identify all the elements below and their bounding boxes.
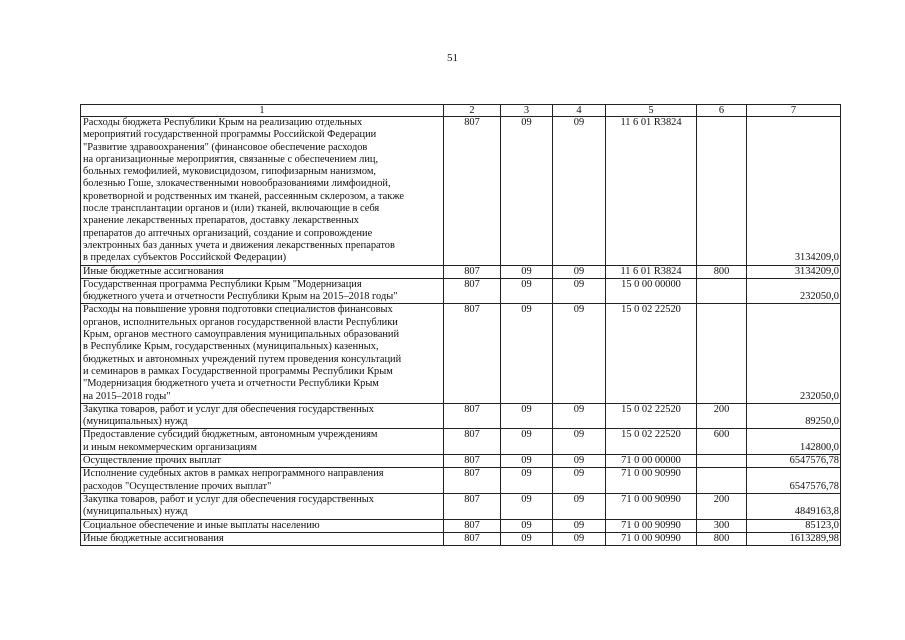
expense-type-code [697,304,747,403]
target-article-code: 11 6 01 R3824 [606,117,697,266]
header-cell-4: 4 [553,105,606,117]
row-description [81,265,444,278]
description-line: бюджетных и автономных учреждений путем проведения консультаций [83,353,402,365]
amount: 89250,0 [747,403,841,429]
section-code: 09 [501,429,553,455]
row-description [81,532,444,545]
ministry-code: 807 [444,304,501,403]
section-code: 09 [501,455,553,468]
section-code: 09 [501,519,553,532]
description-line: Закупка товаров, работ и услуг для обеспечения государственных [83,493,374,505]
target-article-code: 15 0 02 22520 [606,304,697,403]
subsection-code: 09 [553,304,606,403]
subsection-code: 09 [553,403,606,429]
ministry-code: 807 [444,455,501,468]
amount: 85123,0 [747,519,841,532]
description-line: и семинаров в рамках Государственной программы Республики Крым [83,365,393,377]
table-row [81,403,841,429]
target-article-code: 11 6 01 R3824 [606,265,697,278]
target-article-code: 71 0 00 90990 [606,468,697,494]
ministry-code: 807 [444,278,501,304]
table-row [81,455,841,468]
description-line: в Республике Крым, государственных (муниципальных) казенных, [83,341,379,353]
ministry-code: 807 [444,532,501,545]
expense-type-code: 300 [697,519,747,532]
description-line: Государственная программа Республики Крым "Модернизация [83,278,362,290]
header-cell-6: 6 [697,105,747,117]
amount: 1613289,98 [747,532,841,545]
row-description [81,304,444,403]
row-description [81,117,444,266]
description-line: кроветворной и родственных им тканей, рассеянным склерозом, а также [83,190,404,202]
table-row [81,117,841,266]
description-line: расходов "Осуществление прочих выплат" [83,480,272,492]
ministry-code: 807 [444,429,501,455]
table-row [81,519,841,532]
section-code: 09 [501,468,553,494]
description-line: Осуществление прочих выплат [83,455,221,467]
subsection-code: 09 [553,429,606,455]
description-line: больных гемофилией, муковисцидозом, гипофизарным нанизмом, [83,166,376,178]
description-line: бюджетного учета и отчетности Республики Крым на 2015–2018 годы" [83,291,398,303]
target-article-code: 15 0 02 22520 [606,403,697,429]
row-description [81,519,444,532]
header-row [81,105,841,117]
description-line: (муниципальных) нужд [83,506,188,518]
description-line: на организационные мероприятия, связанные с обеспечением лиц, [83,153,379,165]
description-line: Предоставление субсидий бюджетным, автономным учреждениям [83,429,378,441]
expense-type-code: 800 [697,532,747,545]
header-cell-2: 2 [444,105,501,117]
expense-type-code: 200 [697,403,747,429]
description-line: болезнью Гоше, злокачественными новообразованиями лимфоидной, [83,178,391,190]
header-cell-1: 1 [81,105,444,117]
subsection-code: 09 [553,117,606,266]
ministry-code: 807 [444,265,501,278]
section-code: 09 [501,265,553,278]
amount: 3134209,0 [747,265,841,278]
header-cell-3: 3 [501,105,553,117]
ministry-code: 807 [444,519,501,532]
description-line: Крым, органов местного самоуправления муниципальных образований [83,329,400,341]
description-line: "Развитие здравоохранения" (финансовое обеспечение расходов [83,141,368,153]
table-row [81,468,841,494]
ministry-code: 807 [444,117,501,266]
description-line: (муниципальных) нужд [83,416,188,428]
page-number: 51 [447,52,458,64]
subsection-code: 09 [553,278,606,304]
row-description [81,493,444,519]
expense-type-code: 200 [697,493,747,519]
expense-type-code: 600 [697,429,747,455]
amount: 142800,0 [747,429,841,455]
table-row [81,278,841,304]
subsection-code: 09 [553,493,606,519]
expense-type-code [697,468,747,494]
subsection-code: 09 [553,455,606,468]
subsection-code: 09 [553,265,606,278]
section-code: 09 [501,403,553,429]
description-line: "Модернизация бюджетного учета и отчетности Республики Крым [83,378,379,390]
target-article-code: 15 0 02 22520 [606,429,697,455]
ministry-code: 807 [444,493,501,519]
description-line: Расходы бюджета Республики Крым на реализацию отдельных [83,117,363,128]
row-description [81,403,444,429]
table-row [81,532,841,545]
description-line: Расходы на повышение уровня подготовки специалистов финансовых [83,304,393,316]
section-code: 09 [501,117,553,266]
table-row [81,265,841,278]
row-description [81,455,444,468]
amount: 4849163,8 [747,493,841,519]
target-article-code: 71 0 00 90990 [606,532,697,545]
amount: 3134209,0 [747,117,841,266]
description-line: после трансплантации органов и (или) тканей, включающие в себя [83,203,380,215]
ministry-code: 807 [444,468,501,494]
target-article-code: 71 0 00 90990 [606,493,697,519]
expense-type-code [697,117,747,266]
row-description [81,429,444,455]
description-line: электронных баз данных учета и движения лекарственных препаратов [83,239,395,251]
amount: 232050,0 [747,304,841,403]
subsection-code: 09 [553,519,606,532]
description-line: мероприятий государственной программы Российской Федерации [83,129,377,141]
expense-type-code [697,278,747,304]
section-code: 09 [501,304,553,403]
target-article-code: 71 0 00 90990 [606,519,697,532]
target-article-code: 71 0 00 00000 [606,455,697,468]
table-body [81,105,841,546]
row-description [81,278,444,304]
budget-table [80,104,841,546]
description-line: и иным некоммерческим организациям [83,441,257,453]
expense-type-code [697,455,747,468]
description-line: органов, исполнительных органов государственной власти Республики [83,316,398,328]
amount: 6547576,78 [747,468,841,494]
amount: 6547576,78 [747,455,841,468]
expense-type-code: 800 [697,265,747,278]
table-row [81,304,841,403]
section-code: 09 [501,493,553,519]
description-line: в пределах субъектов Российской Федерации) [83,252,287,264]
description-line: на 2015–2018 годы" [83,390,171,402]
subsection-code: 09 [553,532,606,545]
table-row [81,493,841,519]
header-cell-5: 5 [606,105,697,117]
target-article-code: 15 0 00 00000 [606,278,697,304]
amount: 232050,0 [747,278,841,304]
description-line: Иные бюджетные ассигнования [83,532,224,544]
description-line: Исполнение судебных актов в рамках непрограммного направления [83,468,384,480]
description-line: Социальное обеспечение и иные выплаты населению [83,519,320,531]
header-cell-7: 7 [747,105,841,117]
section-code: 09 [501,278,553,304]
row-description [81,468,444,494]
section-code: 09 [501,532,553,545]
description-line: Закупка товаров, работ и услуг для обеспечения государственных [83,403,374,415]
description-line: хранение лекарственных препаратов, доставку лекарственных [83,215,359,227]
description-line: Иные бюджетные ассигнования [83,265,224,277]
description-line: препаратов до аптечных организаций, создание и сопровождение [83,227,373,239]
ministry-code: 807 [444,403,501,429]
table-row [81,429,841,455]
subsection-code: 09 [553,468,606,494]
